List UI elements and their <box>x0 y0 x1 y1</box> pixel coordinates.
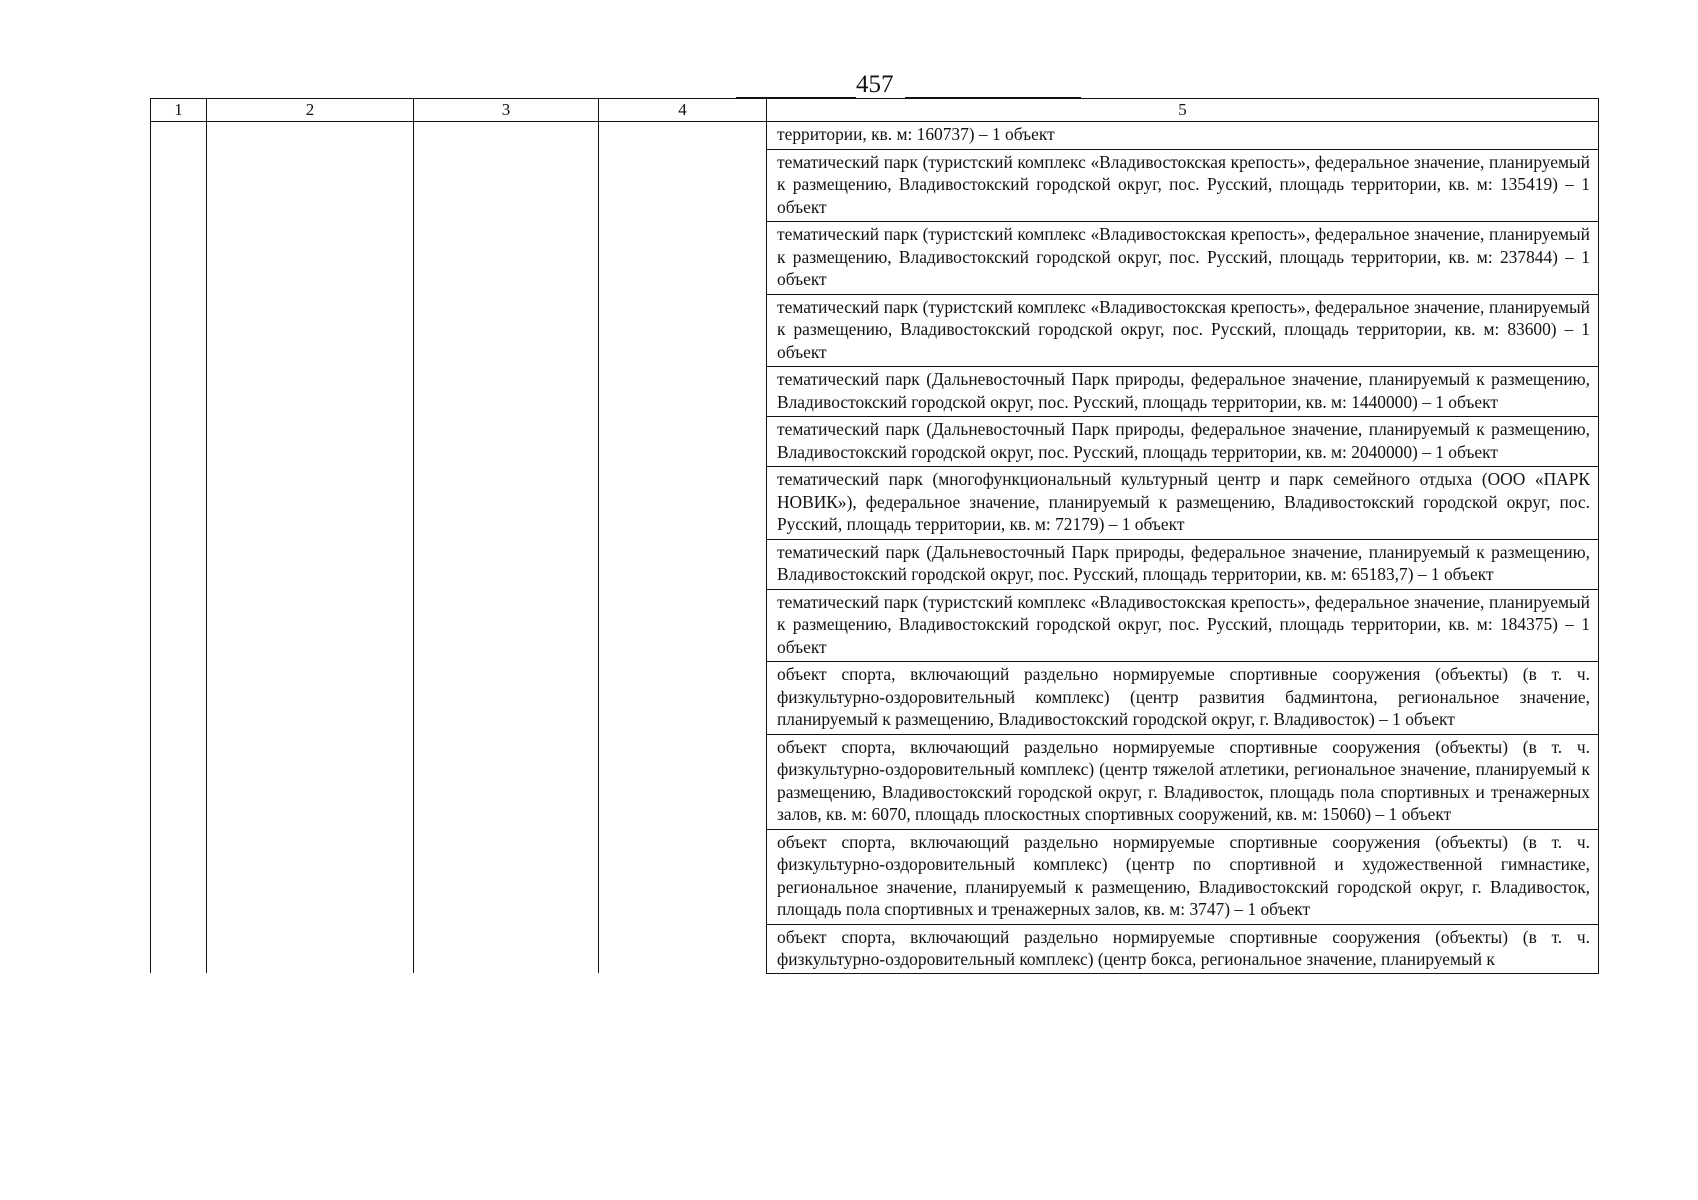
page-number: 457 <box>856 71 894 98</box>
entry-item: тематический парк (Дальневосточный Парк природы, федеральное значение, планируемый к размещению, Владивостокский городской округ, пос. Русский, площадь территории, кв. м: 1440000) – 1 объект <box>767 367 1598 417</box>
entry-item: объект спорта, включающий раздельно нормируемые спортивные сооружения (объекты) (в т. ч. физкультурно-оздоровительный комплекс) (центр тяжелой атлетики, региональное значение, планируемый к размещению, Владивостокский городской округ, г. Владивосток, площадь пола спортивных и тренажерных залов, кв. м: 6070, площадь плоскостных спортивных сооружений, кв. м: 15060) – 1 объект <box>767 735 1598 830</box>
entry-item: тематический парк (Дальневосточный Парк природы, федеральное значение, планируемый к размещению, Владивостокский городской округ, пос. Русский, площадь территории, кв. м: 65183,7) – 1 объект <box>767 540 1598 590</box>
entry-item: тематический парк (многофункциональный культурный центр и парк семейного отдыха (ООО «ПАРК НОВИК»), федеральное значение, планируемый к размещению, Владивостокский городской округ, пос. Русский, площадь территории, кв. м: 72179) – 1 объект <box>767 467 1598 540</box>
entry-item: территории, кв. м: 160737) – 1 объект <box>767 122 1598 150</box>
column-header-2: 2 <box>207 99 414 122</box>
entry-item: тематический парк (туристский комплекс «Владивостокская крепость», федеральное значение, планируемый к размещению, Владивостокский городской округ, пос. Русский, площадь территории, кв. м: 83600) – 1 объект <box>767 295 1598 368</box>
column-header-4: 4 <box>599 99 767 122</box>
entry-item: тематический парк (туристский комплекс «Владивостокская крепость», федеральное значение, планируемый к размещению, Владивостокский городской округ, пос. Русский, площадь территории, кв. м: 184375) – 1 объект <box>767 590 1598 663</box>
column-header-3: 3 <box>414 99 599 122</box>
entry-item: объект спорта, включающий раздельно нормируемые спортивные сооружения (объекты) (в т. ч. физкультурно-оздоровительный комплекс) (центр по спортивной и художественной гимнастике, региональное значение, планируемый к размещению, Владивостокский городской округ, г. Владивосток, площадь пола спортивных и тренажерных залов, кв. м: 3747) – 1 объект <box>767 830 1598 925</box>
table-header-row <box>151 99 1599 122</box>
column-2-cell <box>207 122 414 974</box>
entry-item: объект спорта, включающий раздельно нормируемые спортивные сооружения (объекты) (в т. ч. физкультурно-оздоровительный комплекс) (центр развития бадминтона, региональное значение, планируемый к размещению, Владивостокский городской округ, г. Владивосток) – 1 объект <box>767 662 1598 735</box>
table-body-row <box>151 122 1599 974</box>
entry-item: тематический парк (Дальневосточный Парк природы, федеральное значение, планируемый к размещению, Владивостокский городской округ, пос. Русский, площадь территории, кв. м: 2040000) – 1 объект <box>767 417 1598 467</box>
entry-item: тематический парк (туристский комплекс «Владивостокская крепость», федеральное значение, планируемый к размещению, Владивостокский городской округ, пос. Русский, площадь территории, кв. м: 237844) – 1 объект <box>767 222 1598 295</box>
entry-item: тематический парк (туристский комплекс «Владивостокская крепость», федеральное значение, планируемый к размещению, Владивостокский городской округ, пос. Русский, площадь территории, кв. м: 135419) – 1 объект <box>767 150 1598 223</box>
column-3-cell <box>414 122 599 974</box>
column-4-cell <box>599 122 767 974</box>
column-header-5: 5 <box>767 99 1599 122</box>
entry-item: объект спорта, включающий раздельно нормируемые спортивные сооружения (объекты) (в т. ч. физкультурно-оздоровительный комплекс) (центр бокса, региональное значение, планируемый к <box>777 926 1590 969</box>
column-5-cell <box>767 122 1599 974</box>
column-1-cell <box>151 122 207 974</box>
column-header-1: 1 <box>151 99 207 122</box>
document-table <box>150 98 1599 974</box>
